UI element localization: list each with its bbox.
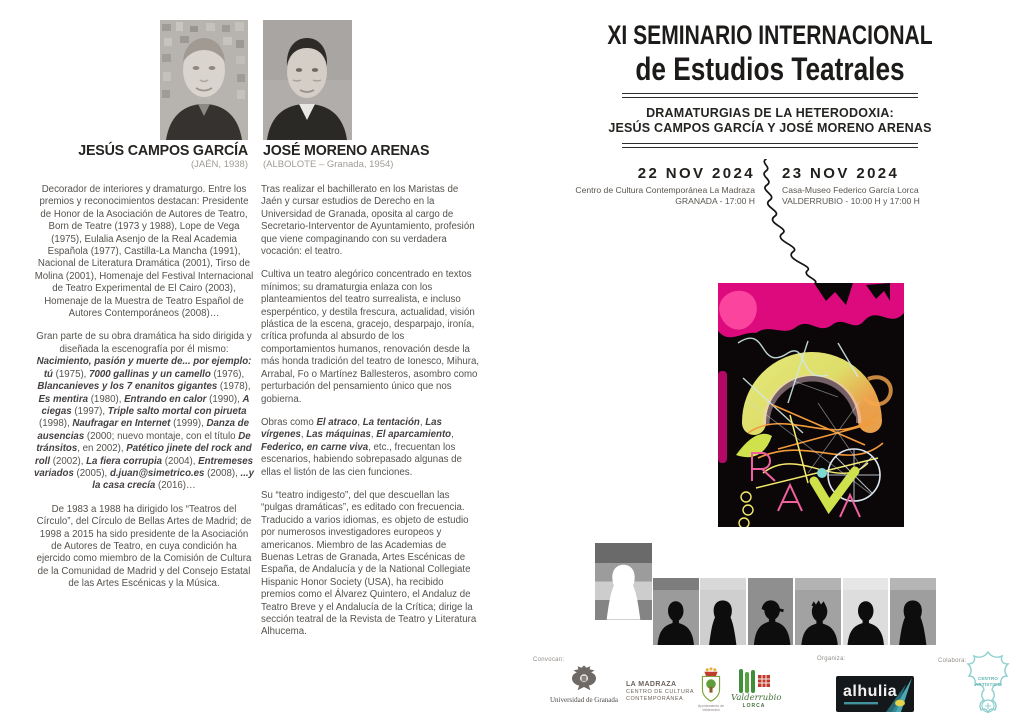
seminar-header — [560, 20, 980, 148]
person2-origin: (ALBOLOTE – Granada, 1954) — [263, 159, 394, 170]
silhouette-panel — [890, 578, 936, 645]
lorca-script-text: Valderrubio — [731, 693, 782, 703]
ayuntamiento-valderrubio-crest — [694, 666, 728, 712]
silhouette-panel — [795, 578, 841, 645]
person-silhouette-icon — [795, 586, 841, 645]
event-date: 22 NOV 2024 — [637, 165, 755, 182]
seminar-title-line1: XI SEMINARIO INTERNACIONAL — [607, 20, 933, 50]
event-date: 23 NOV 2024 — [782, 165, 900, 182]
bio-paragraph: Gran parte de su obra dramática ha sido dirigida y diseñada la escenografía por él mismo: Nacimiento, pasión y muerte de... por ejemplo: tú (1975), 7000 gallinas y un camello (1976), Blancanieves y los 7 enanitos gigantes (1978), Es mentira (1980), Entrando en calor (1990), A ciegas (1997), Triple salto mortal con pirueta (1998), Naufragar en Internet (1999), Danza de ausencias (2000; nuevo montaje, con el título De tránsitos, en 2002), Patético jinete del rock and roll (2002), La fiera corrupia (2004), Entremeses variados (2005), d.juan@simetrico.es (2008), ...y la casa crecía (2016)… — [34, 331, 254, 492]
person-silhouette-icon — [748, 586, 794, 645]
person1-name: JESÚS CAMPOS GARCÍA — [78, 142, 248, 159]
neon-graffiti-painting — [718, 283, 904, 527]
event-city-time: GRANADA - 17:00 H — [675, 196, 755, 206]
valderrubio-lorca-logo — [731, 668, 782, 709]
portrait-photo-jose-moreno — [263, 20, 352, 140]
portrait-photo-jesus-campos — [160, 20, 248, 140]
convocan-label: Convocan: — [533, 657, 565, 663]
bio-paragraph: Decorador de interiores y dramaturgo. Entre los premios y reconocimientos destacan: Presidente de Honor de la Asociación de Autores de Teatro, Born de Teatre (1973 y 1988), Lope de Vega (1975), Eulalia Asenjo de la Real Academia Española (1977), Castilla-La Mancha (1991), Nacional de Literatura Dramática (2001), Tirso de Molina (2001), Homenaje del Festival Internacional de Teatro Experimental de El Cairo (2003), Homenaje de la Muestra de Teatro Español de Autores Contemporáneos (2008)… — [34, 184, 254, 320]
double-rule — [622, 143, 918, 148]
crest-caption: Ayuntamiento de Valderrubio — [697, 704, 725, 712]
silhouette-panel — [653, 578, 699, 645]
bio-column-jesus-campos — [34, 184, 254, 602]
seminar-subtitle-line1: DRAMATURGIAS DE LA HETERODOXIA: — [646, 106, 894, 120]
silhouette-panel-highlight — [595, 543, 652, 620]
ugr-caption: Universidad de Granada — [549, 696, 619, 704]
bio-paragraph: Su “teatro indigesto”, del que descuellan las “pulgas dramáticas”, es editado con frecuencia. Traducido a varios idiomas, es objeto de estudio por numerosos investigadores europeos y americanos. Miembro de las Academias de Buenas Letras de Granada, Artes Escénicas de España, de Andalucía y de la National Collegiate Hispanic Honor Society (USA), ha recibido premios como el Álvarez Quintero, el Andaluz de Teatro Breve y el Andalucía de la Crítica; dirige la sección teatral de la Revista de Teatro y Literatura Alhucema. — [261, 489, 477, 638]
person1-origin: (JAÉN, 1938) — [190, 159, 248, 170]
alhulia-wordmark: alhulia — [843, 683, 898, 700]
person1-header — [36, 142, 248, 171]
bio-paragraph: Tras realizar el bachillerato en los Maristas de Jaén y cursar estudios de Derecho en la Universidad de Granada, oposita al cargo de Secretario-Interventor de Ayuntamiento, profesión que viene compaginando con su verdadera vocación: el teatro. — [261, 184, 475, 258]
seminar-title-line2: de Estudios Teatrales — [635, 51, 905, 87]
organiza-label: Organiza: — [817, 656, 846, 662]
colabora-label: Colabora: — [938, 658, 967, 664]
person-silhouette-icon — [595, 558, 652, 620]
silhouette-panel — [700, 578, 746, 645]
universidad-de-granada-logo — [548, 663, 620, 704]
bio-column-jose-moreno — [261, 184, 480, 650]
bio-paragraph: Cultiva un teatro alegórico concentrado en textos mínimos; su dramaturgia enlaza con los planteamientos del teatro surrealista, e incluso esperpéntico, y destila frescura, actualidad, visión plástica de la escena, gracejo, desparpajo, ironía, crítica profunda al absurdo de los comportamientos humanos, renovación desde la más honda tradición del teatro de Ionesco, Mihura, Arrabal, Fo o Martínez Ballesteros, asombro como perturbación del pensamiento único que nos gobierna. — [261, 269, 480, 405]
bio-paragraph: Obras como El atraco, La tentación, Las vírgenes, Las máquinas, El aparcamiento, Federico, en carne viva, etc., frecuentan los escenarios, habiendo sobrepasado algunas de ellas el listón de las cien funciones. — [261, 416, 462, 478]
event-granada — [556, 165, 755, 207]
event-venue: Centro de Cultura Contemporánea La Madraza — [575, 185, 755, 195]
person-silhouette-icon — [890, 586, 936, 645]
person-silhouette-icon — [843, 586, 889, 645]
event-city-time: VALDERRUBIO - 10:00 H y 17:00 H — [782, 196, 920, 206]
person-silhouette-icon — [700, 586, 746, 645]
silhouette-panel — [748, 578, 794, 645]
person2-name: JOSÉ MORENO ARENAS — [263, 142, 430, 159]
event-venue: Casa-Museo Federico García Lorca — [782, 185, 919, 195]
lorca-sub-text: LORCA — [742, 703, 766, 709]
alhulia-logo — [836, 676, 914, 712]
la-madraza-logo: LA MADRAZA CENTRO DE CULTURA CONTEMPORÁNEA — [626, 681, 694, 702]
bio-paragraph: De 1983 a 1988 ha dirigido los “Teatros del Círculo”, del Círculo de Bellas Artes de Madrid; de 1998 a 2015 ha sido presidente de la Asociación de Autores de Teatro, en cuya condición ha ejercido como miembro de la Comisión de Cultura de la Comunidad de Madrid y del Consejo Estatal de las Artes Escénicas y la Música. — [36, 503, 252, 590]
person2-header — [263, 142, 483, 171]
person-silhouette-icon — [653, 586, 699, 645]
hand-drawn-wavy-line — [750, 159, 830, 289]
silhouette-panel — [843, 578, 889, 645]
centro-artistico-logo: CENTRO ARTÍSTICO — [962, 650, 1014, 722]
double-rule — [622, 93, 918, 98]
seminar-subtitle-line2: JESÚS CAMPOS GARCÍA Y JOSÉ MORENO ARENAS — [608, 121, 932, 135]
